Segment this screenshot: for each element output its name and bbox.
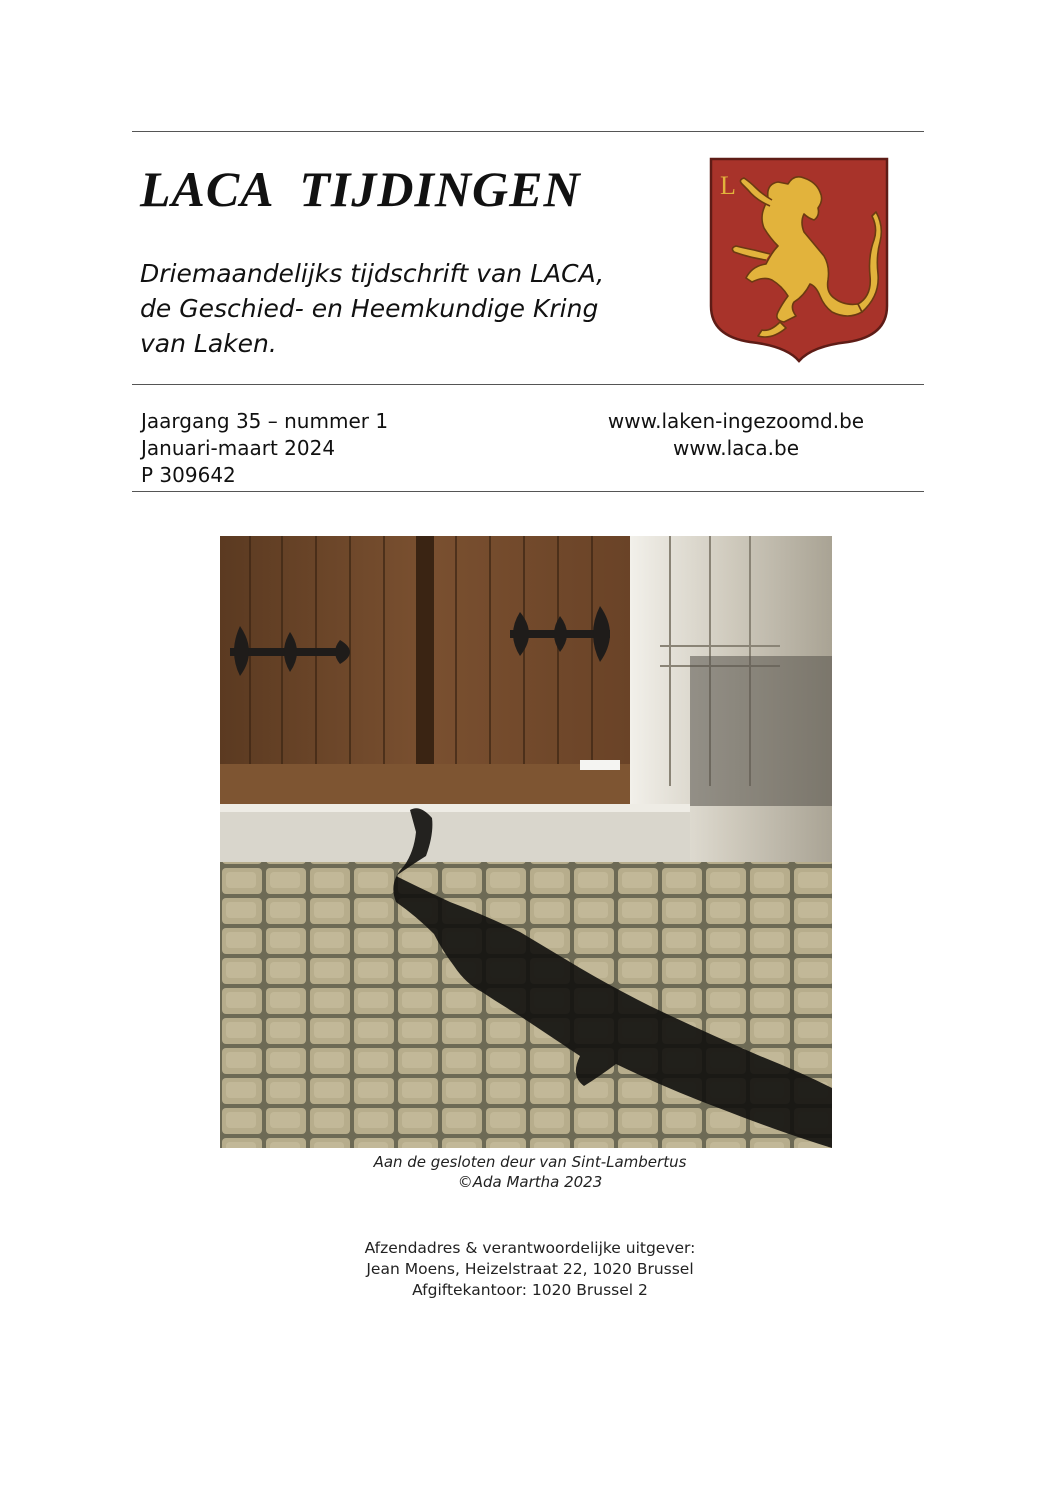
magazine-title: LACA TIJDINGEN (140, 161, 581, 217)
bottom-rule (132, 491, 924, 492)
shield-letter: L (720, 171, 736, 200)
photo-credit: ©Ada Martha 2023 (457, 1173, 603, 1191)
publisher-heading: Afzendadres & verantwoordelijke uitgever: (364, 1239, 696, 1257)
website-link[interactable]: www.laca.be (672, 436, 799, 460)
subtitle-line: Driemaandelijks tijdschrift van LACA, (140, 259, 605, 288)
website-link[interactable]: www.laken-ingezoomd.be (607, 409, 865, 433)
subtitle-line: van Laken. (140, 329, 277, 358)
website-links (592, 408, 880, 462)
publisher-address: Jean Moens, Heizelstraat 22, 1020 Brussel (366, 1260, 694, 1278)
middle-rule (132, 384, 924, 385)
volume-number: Jaargang 35 – nummer 1 (141, 409, 389, 433)
post-office: Afgiftekantoor: 1020 Brussel 2 (412, 1281, 648, 1299)
issue-info (141, 408, 388, 489)
coat-of-arms-icon (708, 156, 890, 364)
caption-text: Aan de gesloten deur van Sint-Lambertus (373, 1153, 687, 1171)
cover-photo (220, 536, 832, 1148)
subtitle-line: de Geschied- en Heemkundige Kring (140, 294, 599, 323)
magazine-subtitle (140, 256, 700, 361)
top-rule (132, 131, 924, 132)
photo-caption (300, 1152, 760, 1192)
postal-permit: P 309642 (141, 463, 236, 487)
publisher-block (300, 1238, 760, 1301)
issue-period: Januari-maart 2024 (141, 436, 336, 460)
